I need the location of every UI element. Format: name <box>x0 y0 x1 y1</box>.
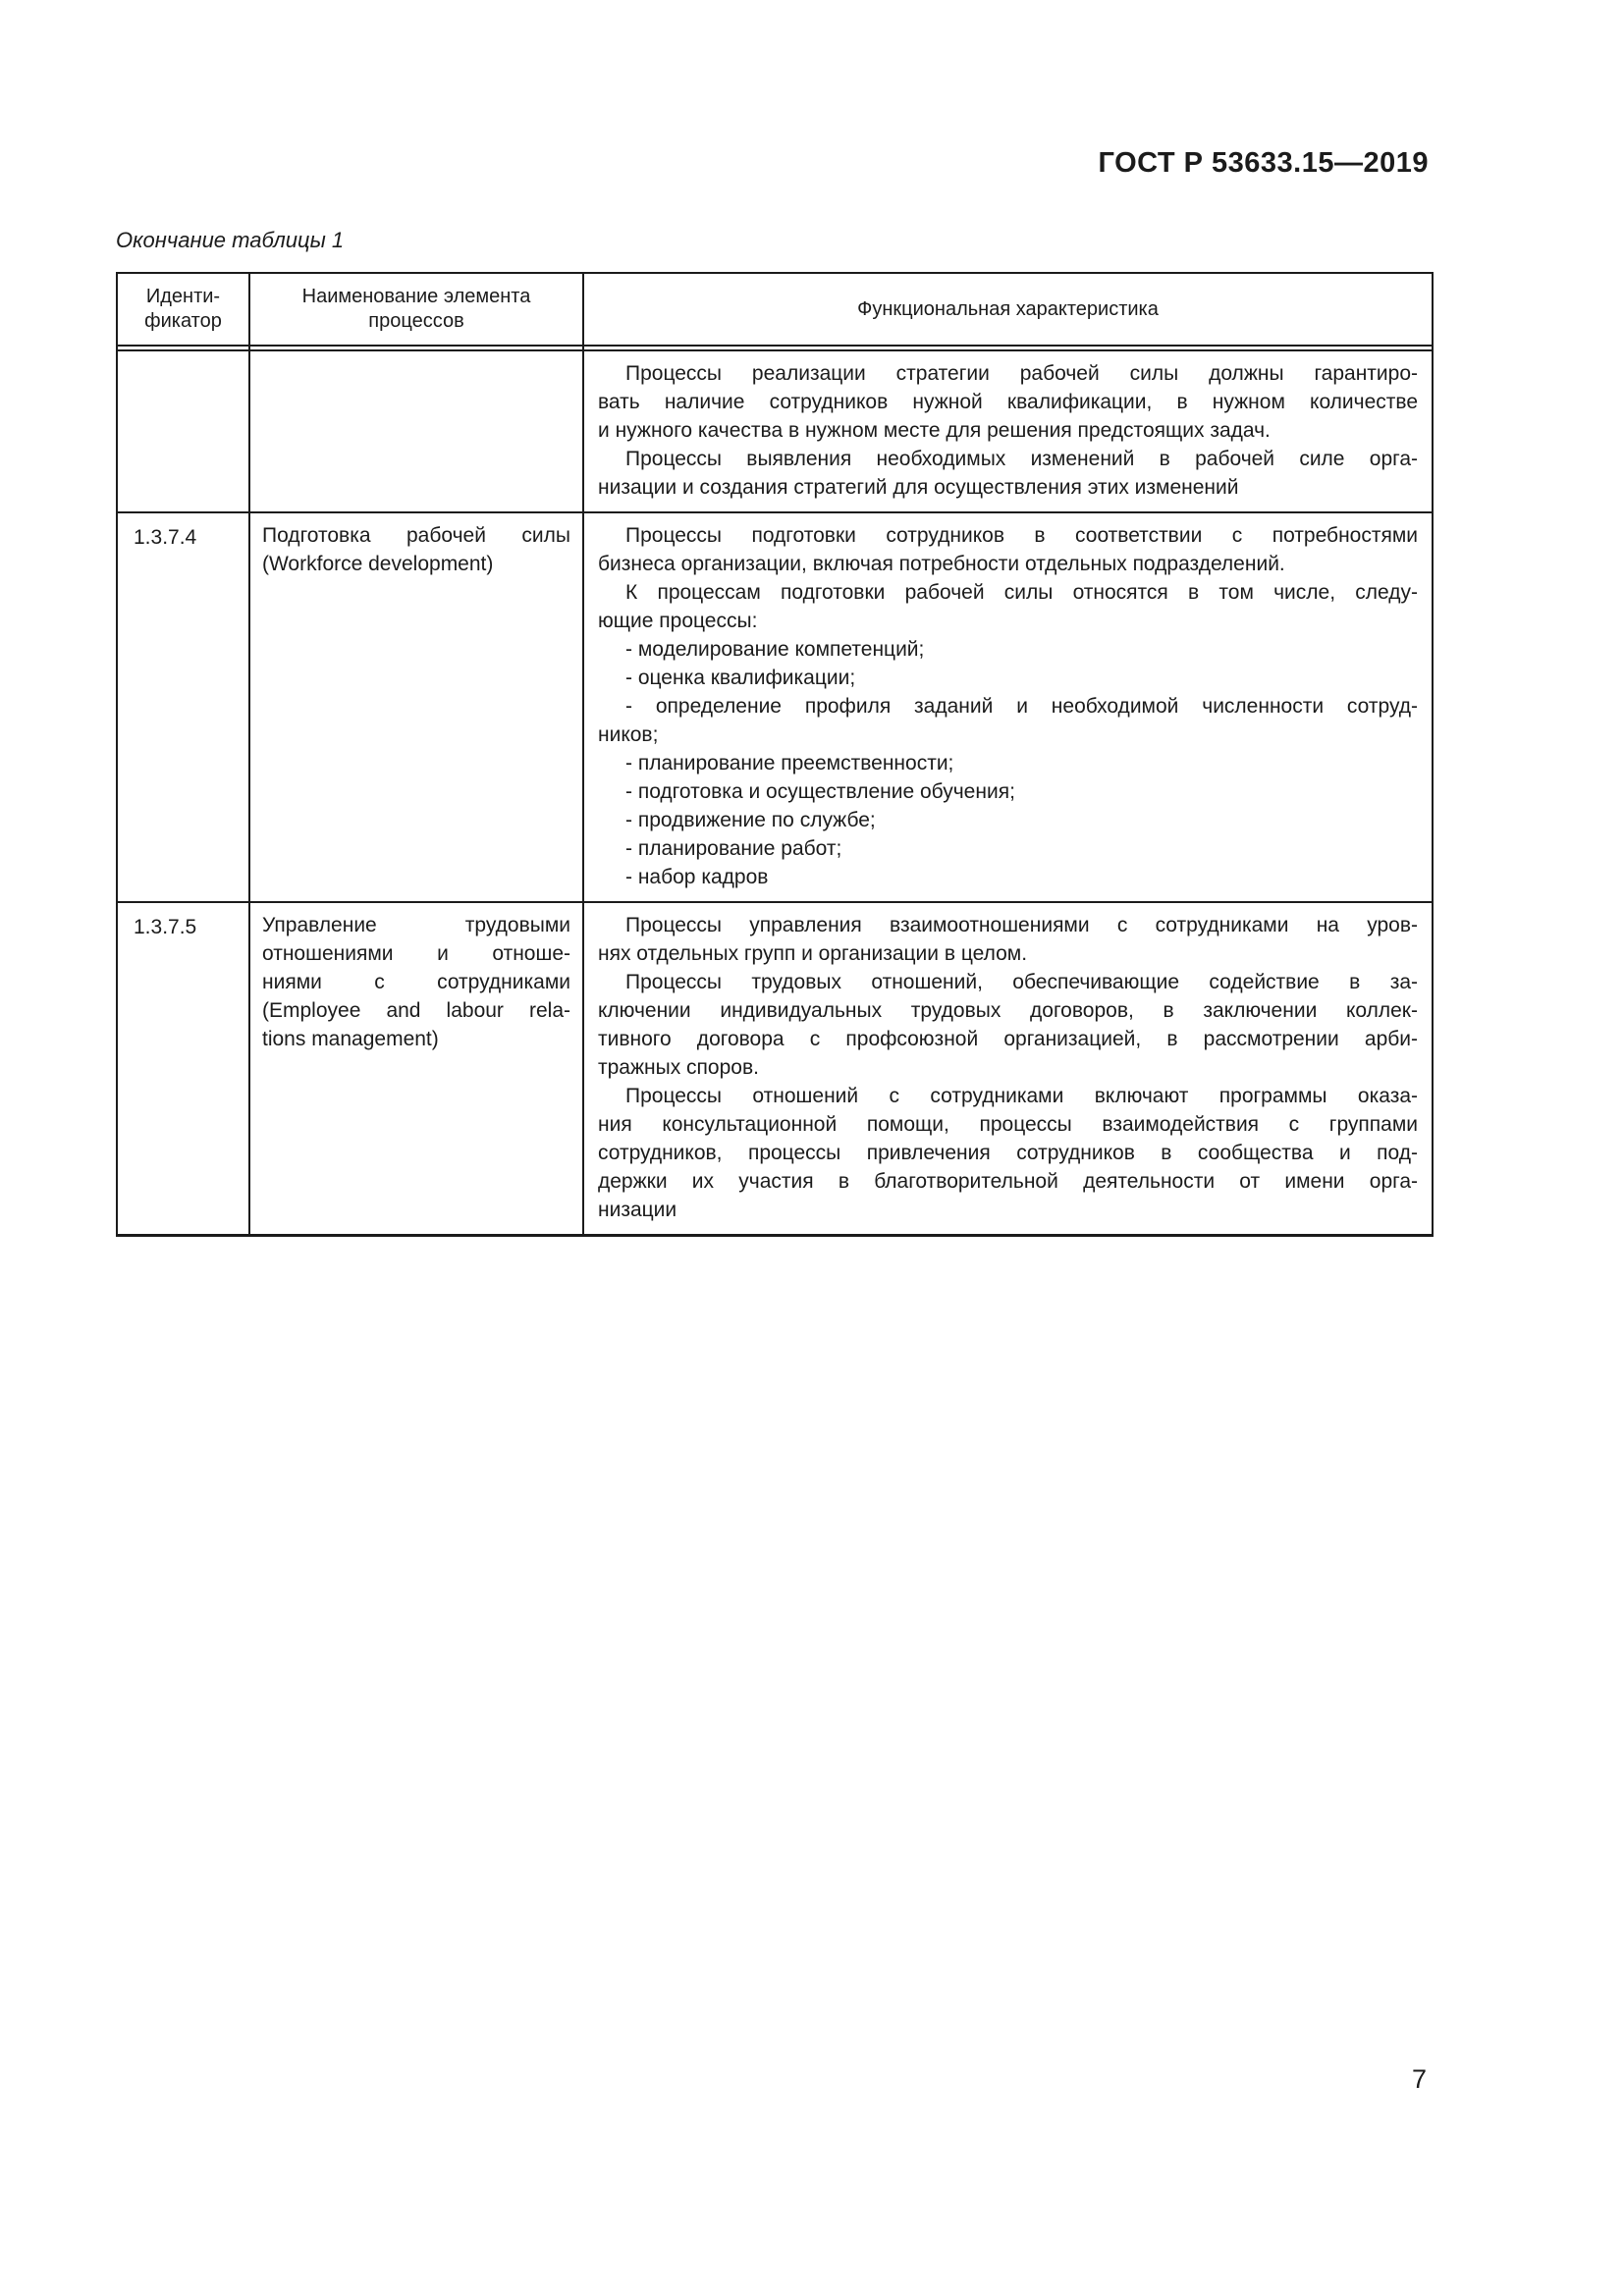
table-row <box>117 512 1433 902</box>
text-line: - определение профиля заданий и необходимой численности сотруд- <box>625 695 1418 718</box>
text-line: и нужного качества в нужном месте для решения предстоящих задач. <box>598 419 1271 442</box>
text-line: - планирование работ; <box>625 837 842 860</box>
standard-number-header: ГОСТ Р 53633.15—2019 <box>1098 147 1429 179</box>
row-id-cell: 1.3.7.4 <box>117 512 249 902</box>
table-row <box>117 902 1433 1236</box>
text-line: - планирование преемственности; <box>625 752 954 774</box>
text-line: ключении индивидуальных трудовых договоров, в заключении коллек- <box>598 999 1418 1022</box>
text-line: tions management) <box>262 1028 439 1050</box>
text-line: тивного договора с профсоюзной организацией, в рассмотрении арби- <box>598 1028 1418 1050</box>
text-line: Процессы подготовки сотрудников в соответствии с потребностями <box>625 524 1418 547</box>
text-line: низации <box>598 1199 677 1221</box>
page-number: 7 <box>1411 2064 1427 2094</box>
text-line: Процессы реализации стратегии рабочей силы должны гарантиро- <box>625 362 1418 385</box>
text-line: Иденти- <box>145 286 221 307</box>
text-line: сотрудников, процессы привлечения сотрудников в сообщества и под- <box>598 1142 1418 1164</box>
text-line: - набор кадров <box>625 866 769 888</box>
text-line: ников; <box>598 723 659 746</box>
table-row <box>117 350 1433 512</box>
text-line: Функциональная характеристика <box>857 297 1159 320</box>
text-line: (Employee and labour rela- <box>262 999 570 1022</box>
row-id-cell <box>117 350 249 512</box>
table-header-row <box>117 273 1433 346</box>
text-line: - подготовка и осуществление обучения; <box>625 780 1015 803</box>
text-line: бизнеса организации, включая потребности отдельных подразделений. <box>598 553 1285 575</box>
text-line: отношениями и отноше- <box>262 942 570 965</box>
text-line: нях отдельных групп и организации в целом. <box>598 942 1028 965</box>
text-line: Наименование элемента <box>301 286 531 307</box>
text-line: держки их участия в благотворительной деятельности от имени орга- <box>598 1170 1418 1193</box>
functional-characteristic-cell <box>583 512 1433 902</box>
process-table-container <box>116 272 1432 1237</box>
functional-characteristic-cell <box>583 902 1433 1236</box>
row-id-cell: 1.3.7.5 <box>117 902 249 1236</box>
text-line: ния консультационной помощи, процессы взаимодействия с группами <box>598 1113 1418 1136</box>
col-header-element-name <box>249 273 583 346</box>
text-line: ниями с сотрудниками <box>262 971 570 993</box>
text-line: - моделирование компетенций; <box>625 638 925 661</box>
element-name-cell <box>249 512 583 902</box>
text-line: Процессы управления взаимоотношениями с сотрудниками на уров- <box>625 914 1418 936</box>
text-line: фикатор <box>144 310 222 332</box>
text-line: Управление трудовыми <box>262 914 570 936</box>
text-line: К процессам подготовки рабочей силы относятся в том числе, следу- <box>625 581 1418 604</box>
text-line: тражных споров. <box>598 1056 759 1079</box>
text-line: - оценка квалификации; <box>625 667 856 689</box>
table-caption: Окончание таблицы 1 <box>116 228 345 252</box>
text-line: ющие процессы: <box>598 610 758 632</box>
element-name-cell <box>249 902 583 1236</box>
text-line: Процессы выявления необходимых изменений в рабочей силе орга- <box>625 448 1418 470</box>
text-line: Подготовка рабочей силы <box>262 524 570 547</box>
col-header-functional-characteristic <box>583 273 1433 346</box>
text-line: Процессы трудовых отношений, обеспечивающие содействие в за- <box>625 971 1418 993</box>
functional-characteristic-cell <box>583 350 1433 512</box>
text-line: вать наличие сотрудников нужной квалификации, в нужном количестве <box>598 391 1418 413</box>
element-name-cell <box>249 350 583 512</box>
text-line: низации и создания стратегий для осуществления этих изменений <box>598 476 1239 499</box>
text-line: процессов <box>368 310 464 332</box>
process-table <box>116 272 1434 1237</box>
col-header-identifier <box>117 273 249 346</box>
text-line: - продвижение по службе; <box>625 809 876 831</box>
text-line: (Workforce development) <box>262 553 494 575</box>
text-line: Процессы отношений с сотрудниками включают программы оказа- <box>625 1085 1418 1107</box>
